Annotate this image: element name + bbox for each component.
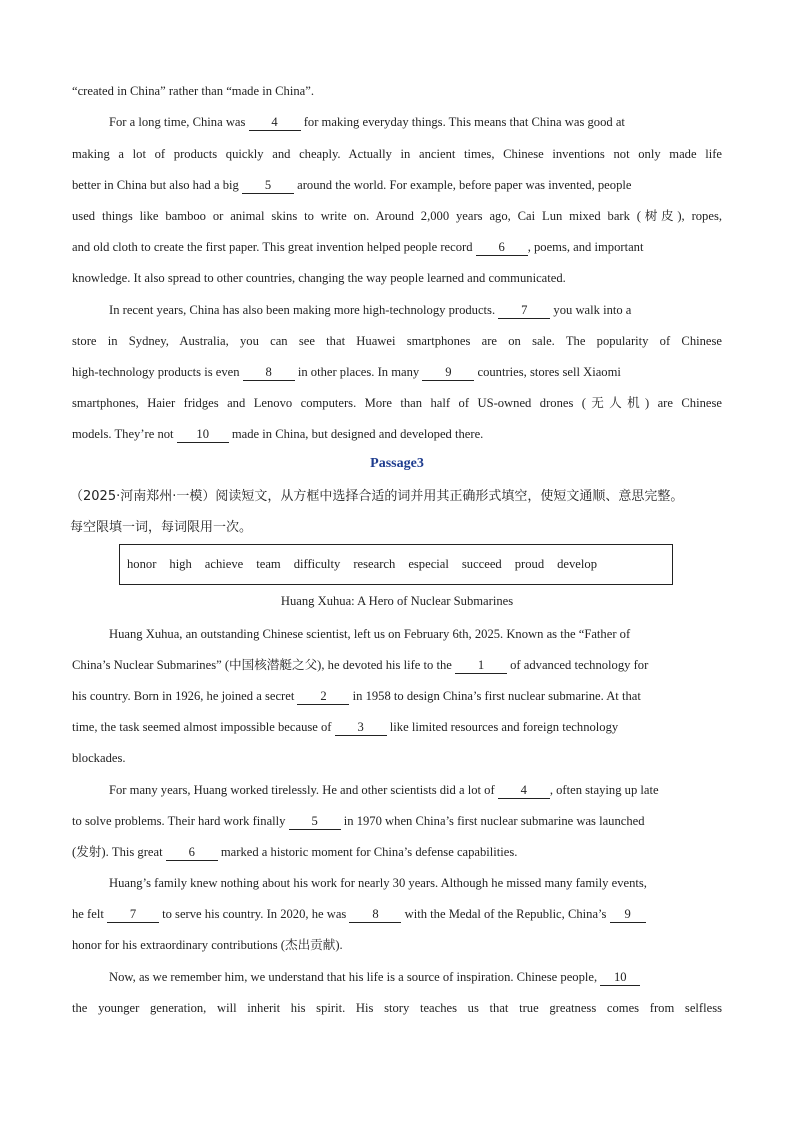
- text: Now, as we remember him, we understand that his life is a source of inspiration. Chinese people,: [109, 970, 601, 984]
- p3-line-2: store in Sydney, Australia, you can see that Huawei smartphones are on sale. The popularity of Chinese: [72, 334, 722, 348]
- text: his country. Born in 1926, he joined a secret: [72, 689, 298, 703]
- p3-line-5: [72, 425, 722, 443]
- text: , often staying up late: [549, 783, 659, 797]
- word-bank-item: develop: [557, 557, 597, 571]
- p2-line-2: making a lot of products quickly and cheaply. Actually in ancient times, Chinese inventions not only made life: [72, 147, 722, 161]
- q2-line-2: [72, 812, 722, 830]
- text: to solve problems. Their hard work finally: [72, 814, 289, 828]
- word-bank-item: proud: [514, 557, 545, 571]
- blank-10[interactable]: 10: [600, 970, 640, 986]
- text: of advanced technology for: [506, 658, 649, 672]
- blank-6[interactable]: 6: [166, 845, 218, 861]
- blank-7[interactable]: 7: [107, 907, 159, 923]
- blank-4[interactable]: 4: [249, 115, 301, 131]
- text: in 1970 when China’s first nuclear submarine was launched: [340, 814, 645, 828]
- text: , poems, and important: [527, 240, 644, 254]
- passage-title: Huang Xuhua: A Hero of Nuclear Submarines: [280, 594, 514, 608]
- text: you walk into a: [550, 303, 632, 317]
- text: China’s Nuclear Submarines” (中国核潜艇之父), he devoted his life to the: [72, 658, 455, 672]
- passage-heading: Passage3: [370, 456, 424, 471]
- text: around the world. For example, before paper was invented, people: [293, 178, 632, 192]
- text: marked a historic moment for China’s defense capabilities.: [217, 845, 518, 859]
- blank-9[interactable]: 9: [422, 365, 474, 381]
- text: high-technology products is even: [72, 365, 243, 379]
- text: like limited resources and foreign technology: [386, 720, 619, 734]
- q1-line-2: [72, 656, 722, 674]
- q3-line-2: [72, 905, 722, 923]
- text: In recent years, China has also been making more high-technology products.: [109, 303, 499, 317]
- p3-line-4: smartphones, Haier fridges and Lenovo computers. More than half of US-owned drones (无人机) are Chinese: [72, 396, 722, 410]
- text: models. They’re not: [72, 427, 177, 441]
- word-bank-item: achieve: [204, 557, 244, 571]
- blank-5[interactable]: 5: [289, 814, 341, 830]
- word-bank-item: honor: [127, 557, 157, 571]
- q1-line-4: [72, 718, 722, 736]
- word-bank-item: research: [353, 557, 396, 571]
- text: to serve his country. In 2020, he was: [158, 907, 350, 921]
- word-bank-item: difficulty: [293, 557, 341, 571]
- p2-line-4: used things like bamboo or animal skins to write on. Around 2,000 years ago, Cai Lun mixed bark (树皮), ropes,: [72, 209, 722, 223]
- word-bank-item: especial: [408, 557, 449, 571]
- text: (发射). This great: [72, 845, 166, 859]
- p3-line-1: [109, 301, 722, 319]
- word-bank-item: succeed: [461, 557, 502, 571]
- p2-line-5: [72, 238, 722, 256]
- q1-line-3: [72, 687, 722, 705]
- q1-line-1: Huang Xuhua, an outstanding Chinese scientist, left us on February 6th, 2025. Known as the “Father of: [109, 627, 631, 641]
- blank-8[interactable]: 8: [243, 365, 295, 381]
- q2-line-3: [72, 843, 722, 861]
- text: with the Medal of the Republic, China’s: [401, 907, 610, 921]
- blank-4[interactable]: 4: [498, 783, 550, 799]
- text: for making everyday things. This means that China was good at: [300, 115, 625, 129]
- text: For many years, Huang worked tirelessly. He and other scientists did a lot of: [109, 783, 498, 797]
- word-bank-item: high: [169, 557, 192, 571]
- text: countries, stores sell Xiaomi: [474, 365, 621, 379]
- text: in other places. In many: [294, 365, 423, 379]
- blank-7[interactable]: 7: [498, 303, 550, 319]
- instruction-line-1: （2025·河南郑州·一模）阅读短文，从方框中选择合适的词并用其正确形式填空，使短文通顺、意思完整。: [70, 489, 684, 504]
- text: better in China but also had a big: [72, 178, 242, 192]
- text: time, the task seemed almost impossible because of: [72, 720, 335, 734]
- blank-5[interactable]: 5: [242, 178, 294, 194]
- q3-line-1: Huang’s family knew nothing about his work for nearly 30 years. Although he missed many family events,: [109, 876, 647, 890]
- p3-line-3: [72, 363, 722, 381]
- blank-8[interactable]: 8: [349, 907, 401, 923]
- text: in 1958 to design China’s first nuclear submarine. At that: [349, 689, 641, 703]
- intro-line: “created in China” rather than “made in China”.: [72, 84, 314, 98]
- blank-3[interactable]: 3: [335, 720, 387, 736]
- q1-line-5: blockades.: [72, 751, 126, 765]
- blank-10[interactable]: 10: [177, 427, 229, 443]
- q3-line-3: honor for his extraordinary contributions (杰出贡献).: [72, 938, 343, 952]
- q2-line-1: [109, 781, 722, 799]
- text: and old cloth to create the first paper. This great invention helped people record: [72, 240, 476, 254]
- q4-line-2: the younger generation, will inherit his spirit. His story teaches us that true greatness comes from selfless: [72, 1001, 722, 1015]
- text: made in China, but designed and developed there.: [228, 427, 484, 441]
- instruction-line-2: 每空限填一词，每词限用一次。: [70, 520, 253, 535]
- text: he felt: [72, 907, 107, 921]
- blank-6[interactable]: 6: [476, 240, 528, 256]
- word-bank-box: [119, 544, 673, 585]
- p2-line-1: [109, 113, 722, 131]
- p2-line-3: [72, 176, 722, 194]
- p2-line-6: knowledge. It also spread to other countries, changing the way people learned and communicated.: [72, 271, 566, 285]
- blank-2[interactable]: 2: [297, 689, 349, 705]
- text: For a long time, China was: [109, 115, 249, 129]
- blank-9[interactable]: 9: [610, 907, 646, 923]
- q4-line-1: [109, 968, 722, 986]
- word-bank-item: team: [256, 557, 281, 571]
- blank-1[interactable]: 1: [455, 658, 507, 674]
